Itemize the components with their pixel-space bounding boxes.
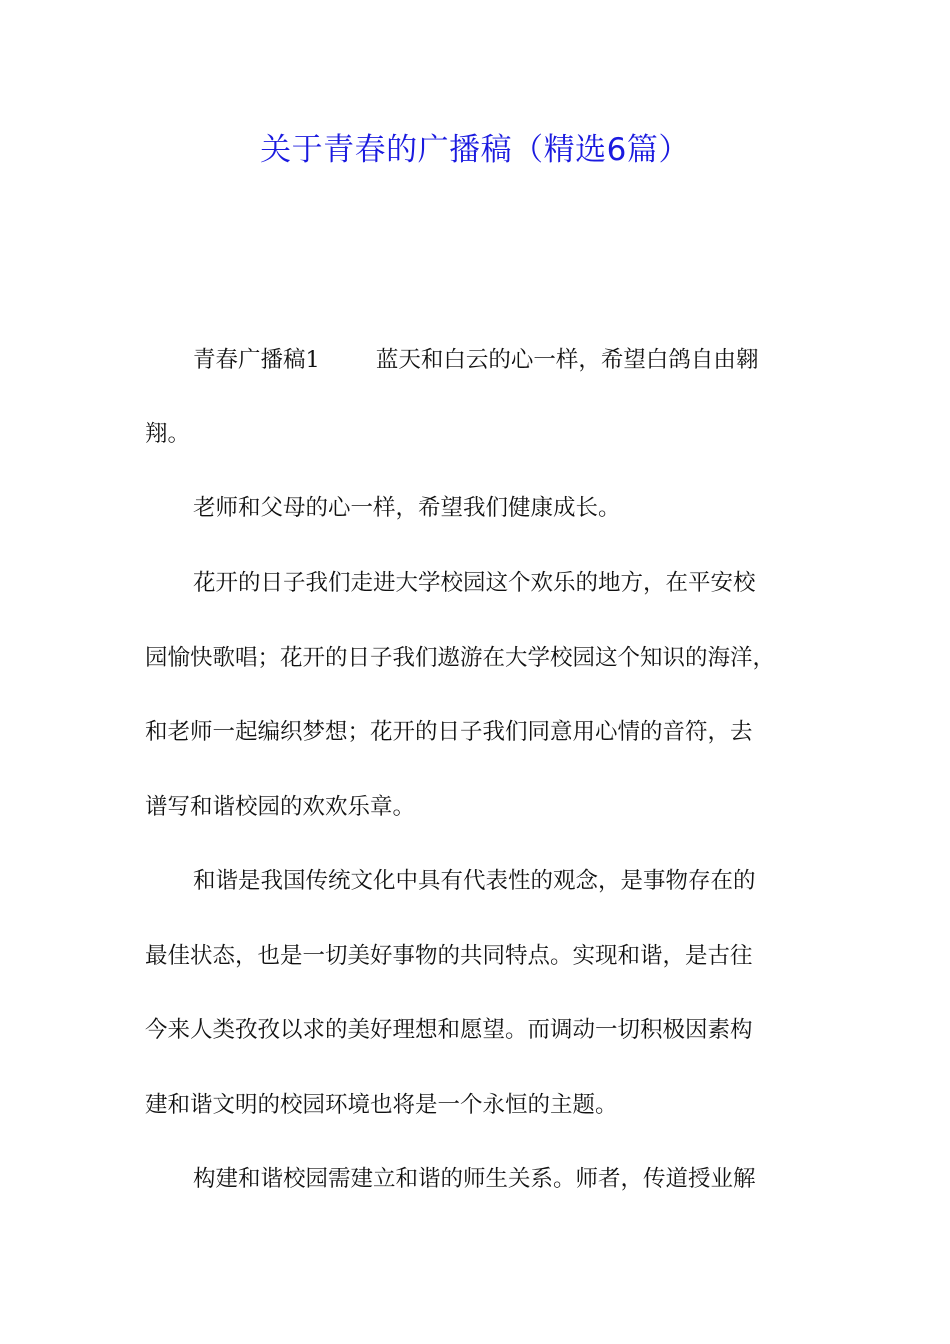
paragraph-1-line-2: 翔。 [145,421,191,447]
document-title: 关于青春的广播稿（精选6篇） [260,132,690,168]
paragraph-2-line-1: 老师和父母的心一样，希望我们健康成长。 [193,495,621,521]
paragraph-4-line-2: 最佳状态，也是一切美好事物的共同特点。实现和谐，是古往 [145,943,753,969]
paragraph-3-line-3: 和老师一起编织梦想；花开的日子我们同意用心情的音符，去 [145,719,753,745]
paragraph-3-line-4: 谱写和谐校园的欢欢乐章。 [145,794,416,820]
section-heading: 青春广播稿1 [193,347,320,373]
paragraph-1-line-1 [193,343,758,377]
paragraph-4-line-3: 今来人类孜孜以求的美好理想和愿望。而调动一切积极因素构 [145,1017,753,1043]
paragraph-4-line-4: 建和谐文明的校园环境也将是一个永恒的主题。 [145,1092,618,1118]
paragraph-3-line-1: 花开的日子我们走进大学校园这个欢乐的地方，在平安校 [193,570,756,596]
paragraph-1-text: 蓝天和白云的心一样，希望白鸽自由翱 [375,347,759,373]
paragraph-4-line-1: 和谐是我国传统文化中具有代表性的观念，是事物存在的 [193,868,756,894]
paragraph-3-line-2: 园愉快歌唱；花开的日子我们遨游在大学校园这个知识的海洋， [145,645,776,671]
paragraph-5-line-1: 构建和谐校园需建立和谐的师生关系。师者，传道授业解 [193,1166,756,1192]
